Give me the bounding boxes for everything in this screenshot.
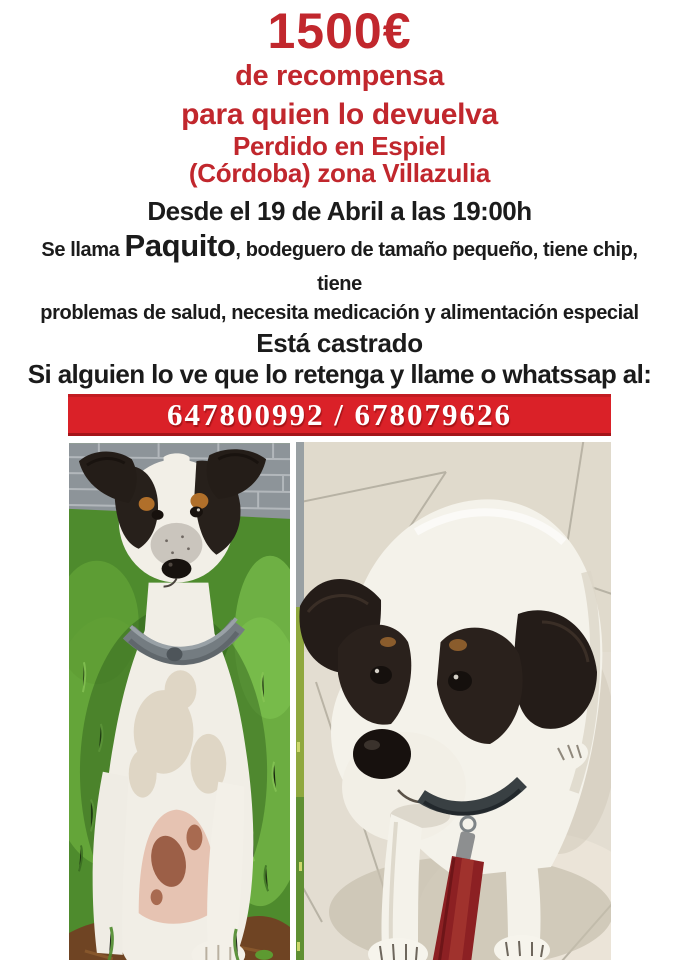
dog-nose: [161, 559, 191, 579]
description-line1: [30, 229, 650, 301]
lost-location-line2: (Córdoba) zona Villazulia: [188, 158, 491, 188]
dog-eye-right: [189, 506, 202, 517]
contact-instruction: Si alguien lo ve que lo retenga y llame o whatssap al:: [27, 359, 652, 389]
desc-rest: , bodeguero de tamaño pequeño, tiene chip, tiene: [235, 239, 638, 295]
description-line2: problemas de salud, necesita medicación y alimentación especial: [40, 302, 639, 324]
lost-date-line: Desde el 19 de Abril a las 19:00h: [147, 196, 532, 226]
phone-numbers: 647800992 / 678079626: [166, 397, 513, 432]
lost-location-line1: Perdido en Espiel: [232, 131, 447, 161]
return-condition-text: para quien lo devuelva: [181, 98, 498, 131]
photo-edge-strip: [296, 442, 304, 960]
tan-brow-left: [380, 637, 396, 647]
dog-nose: [353, 729, 411, 779]
dog-eye-right: [448, 671, 472, 691]
photo-dog-sitting-grass: [69, 442, 290, 960]
dog-eye-left: [370, 666, 392, 684]
tan-brow-right: [449, 639, 467, 651]
reward-amount: 1500€: [267, 3, 412, 59]
dog-description: [30, 229, 650, 325]
reward-text: de recompensa: [235, 60, 444, 92]
photo-dog-standing-tiles: [296, 442, 611, 960]
phone-banner: [68, 394, 611, 436]
tan-brow-right: [190, 493, 208, 509]
neutered-status: Está castrado: [256, 328, 423, 358]
head-white-blaze: [163, 453, 191, 526]
dog-eye-left: [151, 510, 163, 520]
dog-photos-row: [0, 442, 679, 960]
dog-name: Paquito: [124, 228, 236, 263]
tan-brow-left: [138, 497, 154, 511]
desc-prefix: Se llama: [41, 239, 125, 261]
